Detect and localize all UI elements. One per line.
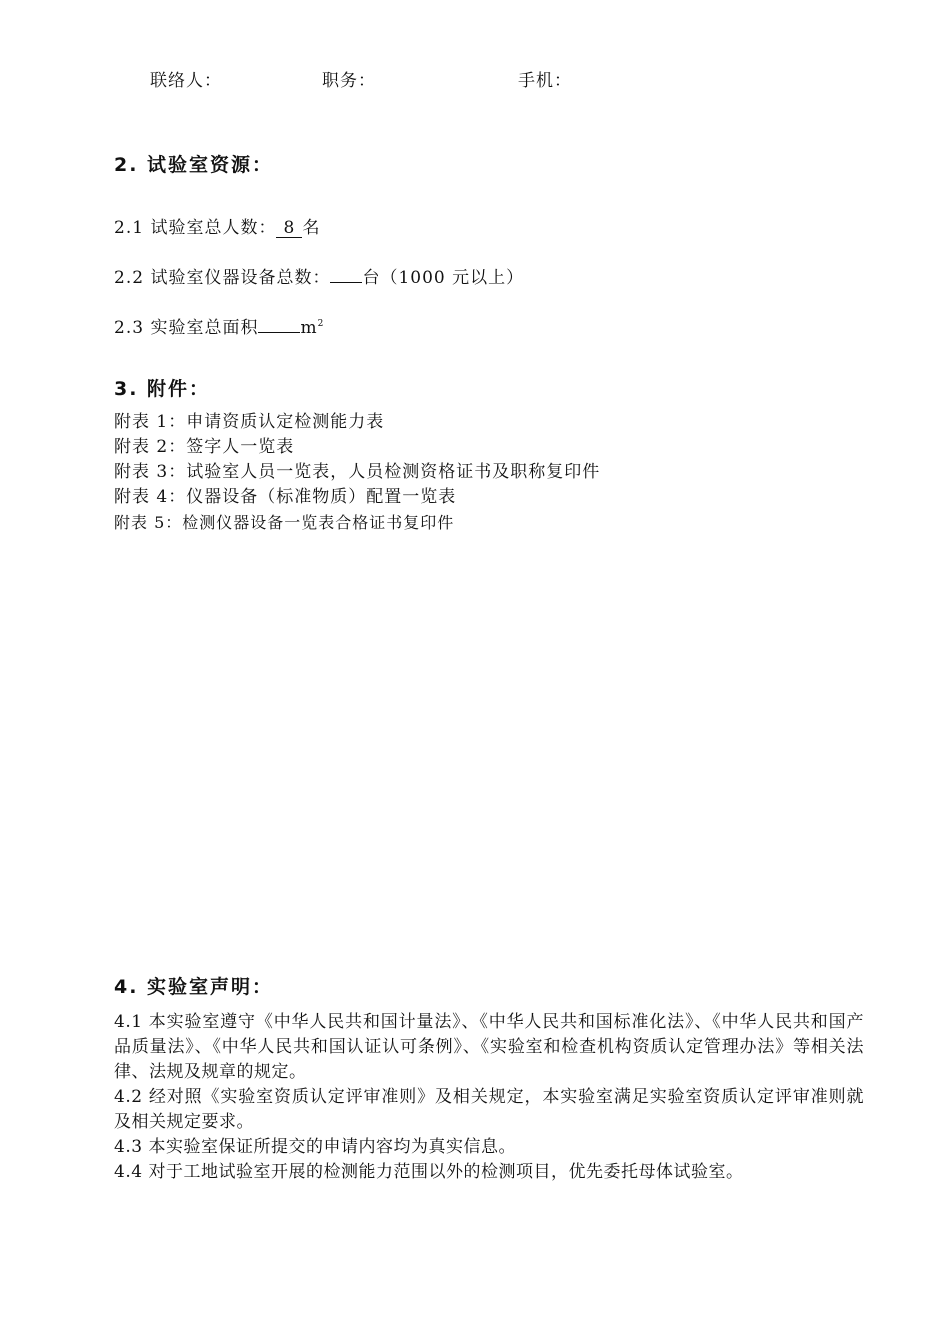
equipment-count-unit: 台（1000 元以上） [362,268,525,288]
declaration-item: 4.1 本实验室遵守《中华人民共和国计量法》、《中华人民共和国标准化法》、《中华人民共和国产品质量法》、《中华人民共和国认证认可条例》、《实验室和检查机构资质认定管理办法》等相关法律、法规及规章的规定。 [114,1012,865,1082]
declaration-item: 4.3 本实验室保证所提交的申请内容均为真实信息。 [114,1137,516,1157]
area-unit: m [300,318,318,338]
contact-person-label: 联络人： [150,71,222,91]
area-line [114,313,324,338]
attachment-item: 附表 2：签字人一览表 [114,437,295,457]
contact-position-label: 职务： [322,71,376,91]
section2-heading: 2. 试验室资源： [114,154,274,176]
declaration-list [114,1010,864,1185]
declaration-item: 4.2 经对照《实验室资质认定评审准则》及相关规定，本实验室满足实验室资质认定评审准则就及相关规定要求。 [114,1087,864,1132]
staff-count-unit: 名 [302,218,321,238]
area-unit-exponent: 2 [317,319,325,329]
area-value [258,332,300,333]
attachment-list [114,410,600,535]
staff-count-label: 2.1 试验室总人数： [114,218,277,238]
staff-count-value: 8 [276,219,302,238]
section4-heading: 4. 实验室声明： [114,976,274,998]
area-label: 2.3 实验室总面积 [114,318,259,338]
equipment-count-label: 2.2 试验室仪器设备总数： [114,268,331,288]
attachment-item: 附表 3：试验室人员一览表，人员检测资格证书及职称复印件 [114,462,601,482]
contact-row [0,66,950,90]
equipment-count-line [114,263,524,288]
equipment-count-value [330,282,362,283]
attachment-item: 附表 4：仪器设备（标准物质）配置一览表 [114,487,457,507]
attachment-item: 附表 1：申请资质认定检测能力表 [114,412,385,432]
attachment-item: 附表 5：检测仪器设备一览表合格证书复印件 [114,513,455,532]
staff-count-line [114,213,320,238]
contact-phone-label: 手机： [518,71,572,91]
section3-heading: 3. 附件： [114,378,211,400]
declaration-item: 4.4 对于工地试验室开展的检测能力范围以外的检测项目，优先委托母体试验室。 [114,1162,744,1182]
